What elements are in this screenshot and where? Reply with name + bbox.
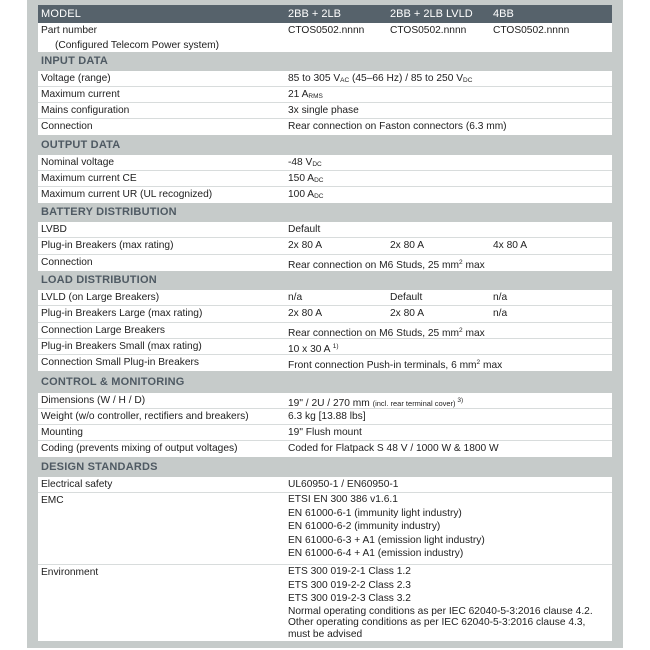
table-row: Mounting 19" Flush mount: [38, 425, 612, 441]
table-row: Weight (w/o controller, rectifiers and breakers) 6.3 kg [13.88 lbs]: [38, 409, 612, 425]
model-label: MODEL: [41, 8, 82, 20]
emc-standards-list: ETSI EN 300 386 v1.6.1 EN 61000-6-1 (immunity light industry) EN 61000-6-2 (immunity industry) EN 61000-6-3 + A1 (emission light industry) EN 61000-6-4 + A1 (emission industry): [288, 494, 485, 559]
model-col-1: 2BB + 2LB: [288, 8, 341, 20]
table-row: Connection Rear connection on Faston connectors (6.3 mm): [38, 119, 612, 135]
section-input-data: INPUT DATA: [38, 52, 612, 71]
table-row-emc: EMC ETSI EN 300 386 v1.6.1 EN 61000-6-1 (immunity light industry) EN 61000-6-2 (immunity industry) EN 61000-6-3 + A1 (emission light industry) EN 61000-6-4 + A1 (emission industry): [38, 493, 612, 565]
table-row: Maximum current UR (UL recognized) 100 ADC: [38, 187, 612, 203]
table-row: LVLD (on Large Breakers) n/a Default n/a: [38, 290, 612, 306]
table-row: Plug-in Breakers Large (max rating) 2x 80 A 2x 80 A n/a: [38, 306, 612, 323]
table-row: Nominal voltage -48 VDC: [38, 155, 612, 171]
model-header-row: [38, 5, 612, 23]
section-output-data: OUTPUT DATA: [38, 135, 612, 155]
table-row-environment: Environment ETS 300 019-2-1 Class 1.2 ETS 300 019-2-2 Class 2.3 ETS 300 019-2-3 Class 3.2 Normal operating conditions as per IEC 62040-5-3:2016 clause 4.2. Other operating conditions as per IEC 62040-5-3:2016 clause 4.3, must be advised: [38, 565, 612, 641]
part-number-1: CTOS0502.nnnn: [288, 25, 365, 36]
table-row: Connection Small Plug-in Breakers Front connection Push-in terminals, 6 $mm^2$ max: [38, 355, 612, 371]
table-row: Plug-in Breakers Small (max rating) 10 x 30 A $^{1)}$: [38, 339, 612, 355]
section-battery-distribution: BATTERY DISTRIBUTION: [38, 203, 612, 222]
table-row: Connection Large Breakers Rear connection on M6 Studs, 25 $mm^2$ max: [38, 323, 612, 339]
section-control-monitoring: CONTROL & MONITORING: [38, 371, 612, 393]
model-col-3: 4BB: [493, 8, 514, 20]
part-number-label: Part number: [41, 25, 98, 36]
part-number-row: [38, 23, 612, 52]
table-row: Maximum current 21 ARMS: [38, 87, 612, 103]
section-design-standards: DESIGN STANDARDS: [38, 457, 612, 477]
table-row: Maximum current CE 150 ADC: [38, 171, 612, 187]
spec-table: [38, 5, 612, 641]
table-row: Connection Rear connection on M6 Studs, 25 $mm^2$ max: [38, 255, 612, 271]
table-row: Mains configuration 3x single phase: [38, 103, 612, 119]
part-number-2: CTOS0502.nnnn: [390, 25, 467, 36]
table-row: LVBD Default: [38, 222, 612, 238]
voltage-value: 85 to 305 VAC (45–66 Hz) / 85 to 250 VDC: [288, 73, 473, 84]
model-col-2: 2BB + 2LB LVLD: [390, 8, 473, 20]
environment-standards-list: ETS 300 019-2-1 Class 1.2 ETS 300 019-2-2 Class 2.3 ETS 300 019-2-3 Class 3.2 Normal operating conditions as per IEC 62040-5-3:2016 clause 4.2. Other operating conditions as per IEC 62040-5-3:2016 clause 4.3, must be advised: [288, 566, 593, 640]
table-row: Voltage (range) 85 to 305 VAC (45–66 Hz) / 85 to 250 VDC: [38, 71, 612, 87]
part-number-3: CTOS0502.nnnn: [493, 25, 570, 36]
table-row: Dimensions (W / H / D) 19" / 2U / 270 mm (incl. rear terminal cover) $^{3)}$: [38, 393, 612, 409]
section-load-distribution: LOAD DISTRIBUTION: [38, 271, 612, 290]
table-row: Electrical safety UL60950-1 / EN60950-1: [38, 477, 612, 493]
table-row: Coding (prevents mixing of output voltages) Coded for Flatpack S 48 V / 1000 W & 1800 W: [38, 441, 612, 457]
part-number-sublabel: (Configured Telecom Power system): [55, 40, 220, 51]
table-row: Plug-in Breakers (max rating) 2x 80 A 2x 80 A 4x 80 A: [38, 238, 612, 255]
